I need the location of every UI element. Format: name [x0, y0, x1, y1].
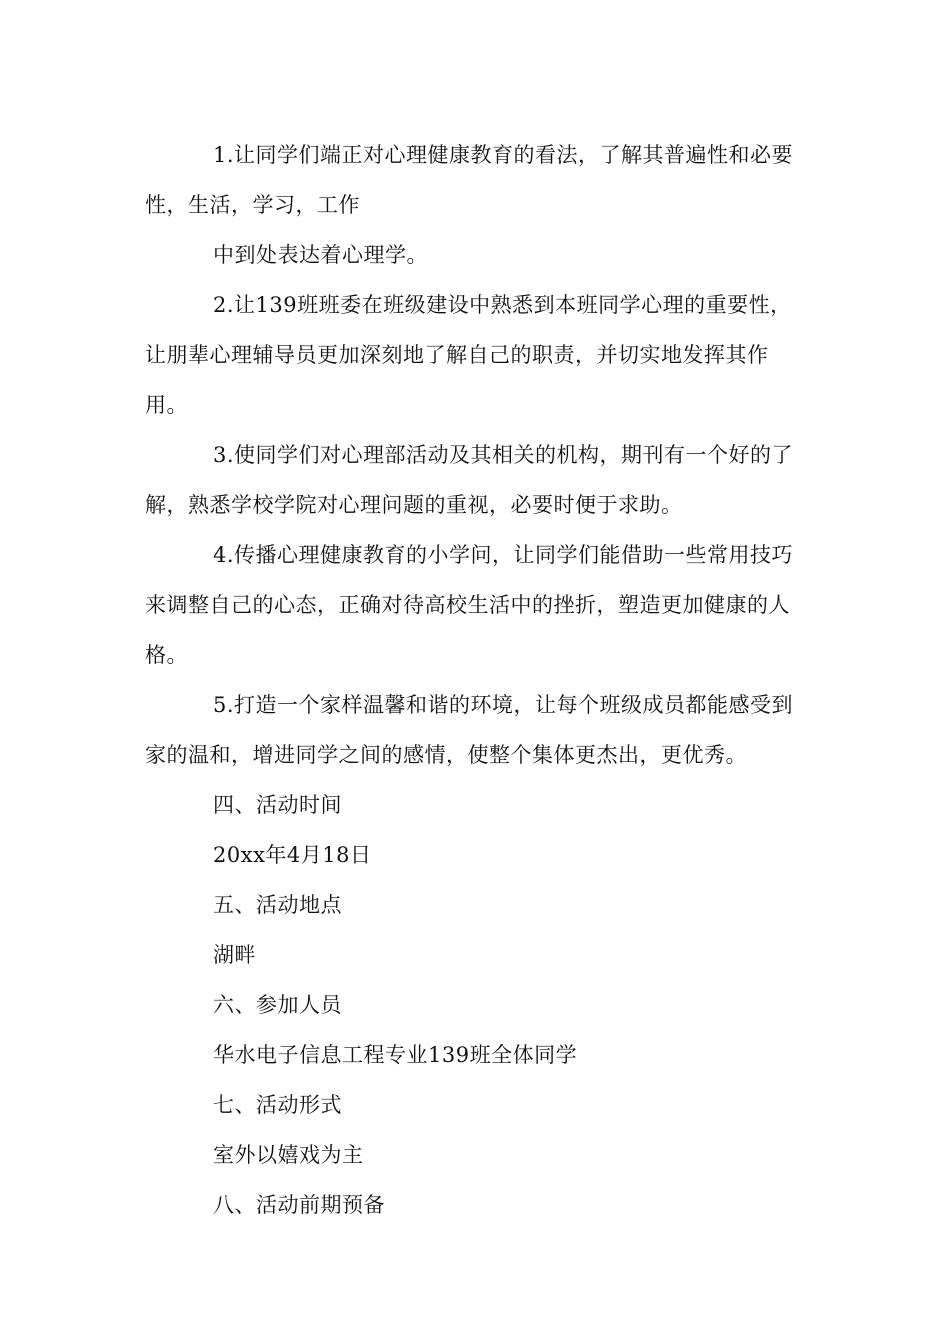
- activity-location: 湖畔: [213, 943, 256, 967]
- participants: 华水电子信息工程专业139班全体同学: [213, 1043, 578, 1067]
- objective-3: 3.使同学们对心理部活动及其相关的机构，期刊有一个好的了解，熟悉学校学院对心理问题的重视，必要时便于求助。: [145, 443, 794, 517]
- activity-format: 室外以嬉戏为主: [213, 1143, 364, 1167]
- objective-1-continued: 中到处表达着心理学。: [213, 243, 428, 267]
- section-heading-format: 七、活动形式: [213, 1093, 342, 1117]
- objective-4: 4.传播心理健康教育的小学问，让同学们能借助一些常用技巧来调整自己的心态，正确对待高校生活中的挫折，塑造更加健康的人格。: [145, 543, 794, 667]
- objective-5: 5.打造一个家样温馨和谐的环境，让每个班级成员都能感受到家的温和，增进同学之间的感情，使整个集体更杰出，更优秀。: [145, 693, 794, 767]
- objective-1: 1.让同学们端正对心理健康教育的看法，了解其普遍性和必要性，生活，学习，工作: [145, 143, 794, 217]
- section-heading-location: 五、活动地点: [213, 893, 342, 917]
- section-heading-time: 四、活动时间: [213, 793, 342, 817]
- section-heading-preparation: 八、活动前期预备: [213, 1193, 385, 1217]
- objective-2: 2.让139班班委在班级建设中熟悉到本班同学心理的重要性，让朋辈心理辅导员更加深刻地了解自己的职责，并切实地发挥其作用。: [145, 293, 792, 417]
- section-heading-participants: 六、参加人员: [213, 993, 342, 1017]
- document-body: [145, 130, 810, 1230]
- activity-date: 20xx年4月18日: [213, 843, 372, 867]
